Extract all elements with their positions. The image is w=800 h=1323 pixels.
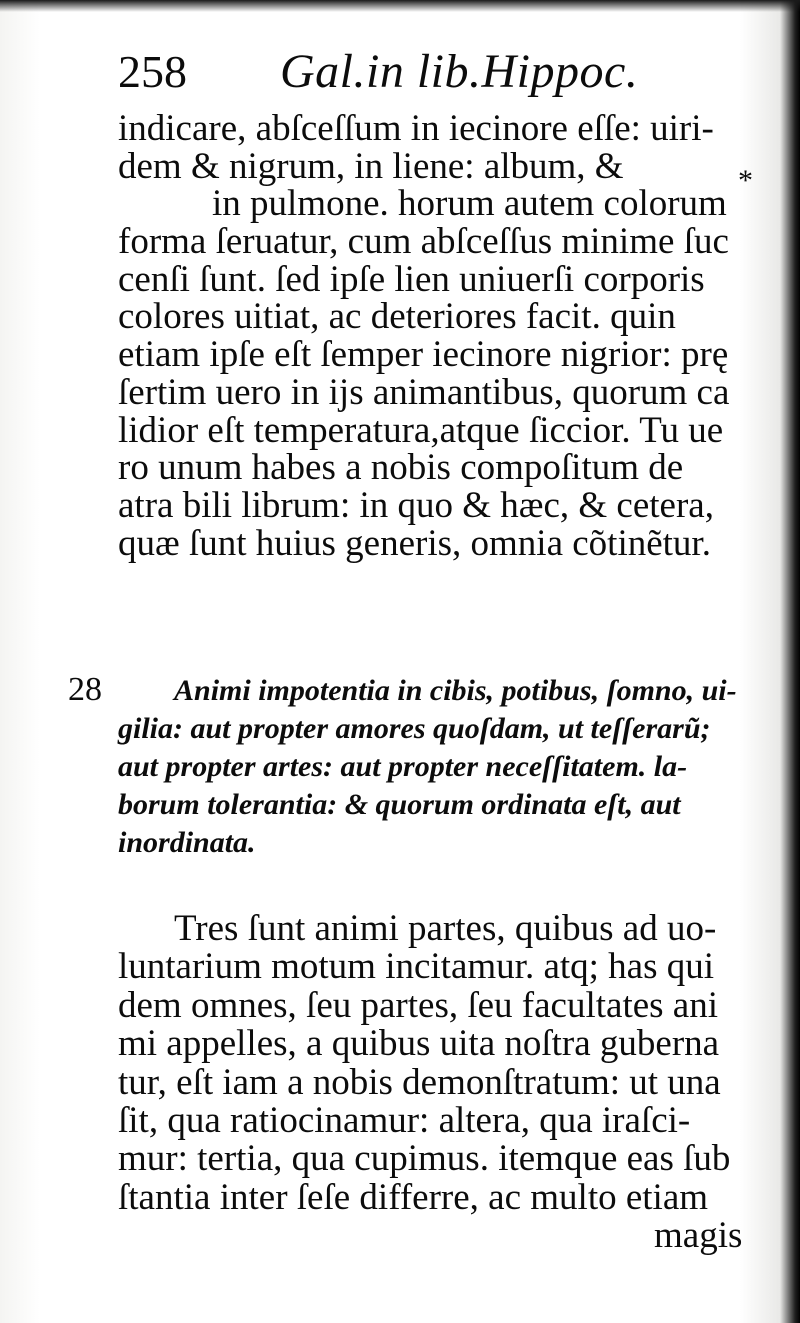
lemma-line: Animi impotentia in cibis, potibus, ſomno, ui- (174, 674, 737, 707)
paragraph-commentary (118, 910, 768, 1256)
text-line: mi appelles, a quibus uita noſtra guberna (118, 1023, 720, 1065)
lemma-line: inordinata. (118, 826, 256, 859)
text-line: cenſi ſunt. ſed ipſe lien uniuerſi corporis (118, 258, 705, 300)
lemma-line: aut propter artes: aut propter neceſſitatem. la- (118, 750, 688, 783)
text-line: etiam ipſe eſt ſemper iecinore nigrior: prę (118, 334, 729, 376)
text-line: dem omnes, ſeu partes, ſeu facultates ani (118, 984, 719, 1026)
running-title: Gal.in lib.Hippoc. (280, 45, 639, 98)
page-header (118, 44, 758, 104)
aphorism-text (118, 672, 768, 862)
text-line: atra bili librum: in quo & hæc, & cetera, (118, 484, 714, 526)
text-line: ſit, qua ratiocinamur: altera, qua iraſci- (118, 1099, 691, 1141)
text-line: tur, eſt iam a nobis demonſtratum: ut una (118, 1061, 721, 1103)
page-number: 258 (118, 46, 187, 97)
catchword: magis (654, 1215, 743, 1257)
text-line: ro unum habes a nobis compoſitum de (118, 447, 684, 489)
marginal-asterisk: * (738, 164, 753, 197)
text-line: colores uitiat, ac deteriores facit. quin (118, 296, 676, 338)
text-line: ſtantia inter ſeſe differre, ac multo etiam (118, 1176, 709, 1218)
text-line: lidior eſt temperatura,atque ſiccior. Tu ue (118, 409, 724, 451)
paragraph-first (118, 110, 768, 562)
aphorism-number: 28 (68, 671, 102, 708)
text-line: dem & nigrum, in liene: album, & (118, 145, 624, 187)
text-line: mur: tertia, qua cupimus. itemque eas ſub (118, 1138, 731, 1180)
text-line: indicare, abſceſſum in iecinore eſſe: uiri- (118, 108, 714, 149)
text-line: ſertim uero in ijs animantibus, quorum ca (118, 371, 730, 413)
text-line: quæ ſunt huius generis, omnia cõtinẽtur. (118, 522, 711, 564)
text-line: Tres ſunt animi partes, quibus ad uo- (174, 908, 717, 949)
lemma-line: borum tolerantia: & quorum ordinata eſt, aut (118, 788, 681, 821)
lemma-line: gilia: aut propter amores quoſdam, ut teſſerarũ; (118, 712, 711, 745)
text-line: forma ſeruatur, cum abſceſſus minime ſuc (118, 221, 729, 263)
text-line: luntarium motum incitamur. atq; has qui (118, 946, 715, 988)
text-line: in pulmone. horum autem colorum (212, 183, 727, 225)
